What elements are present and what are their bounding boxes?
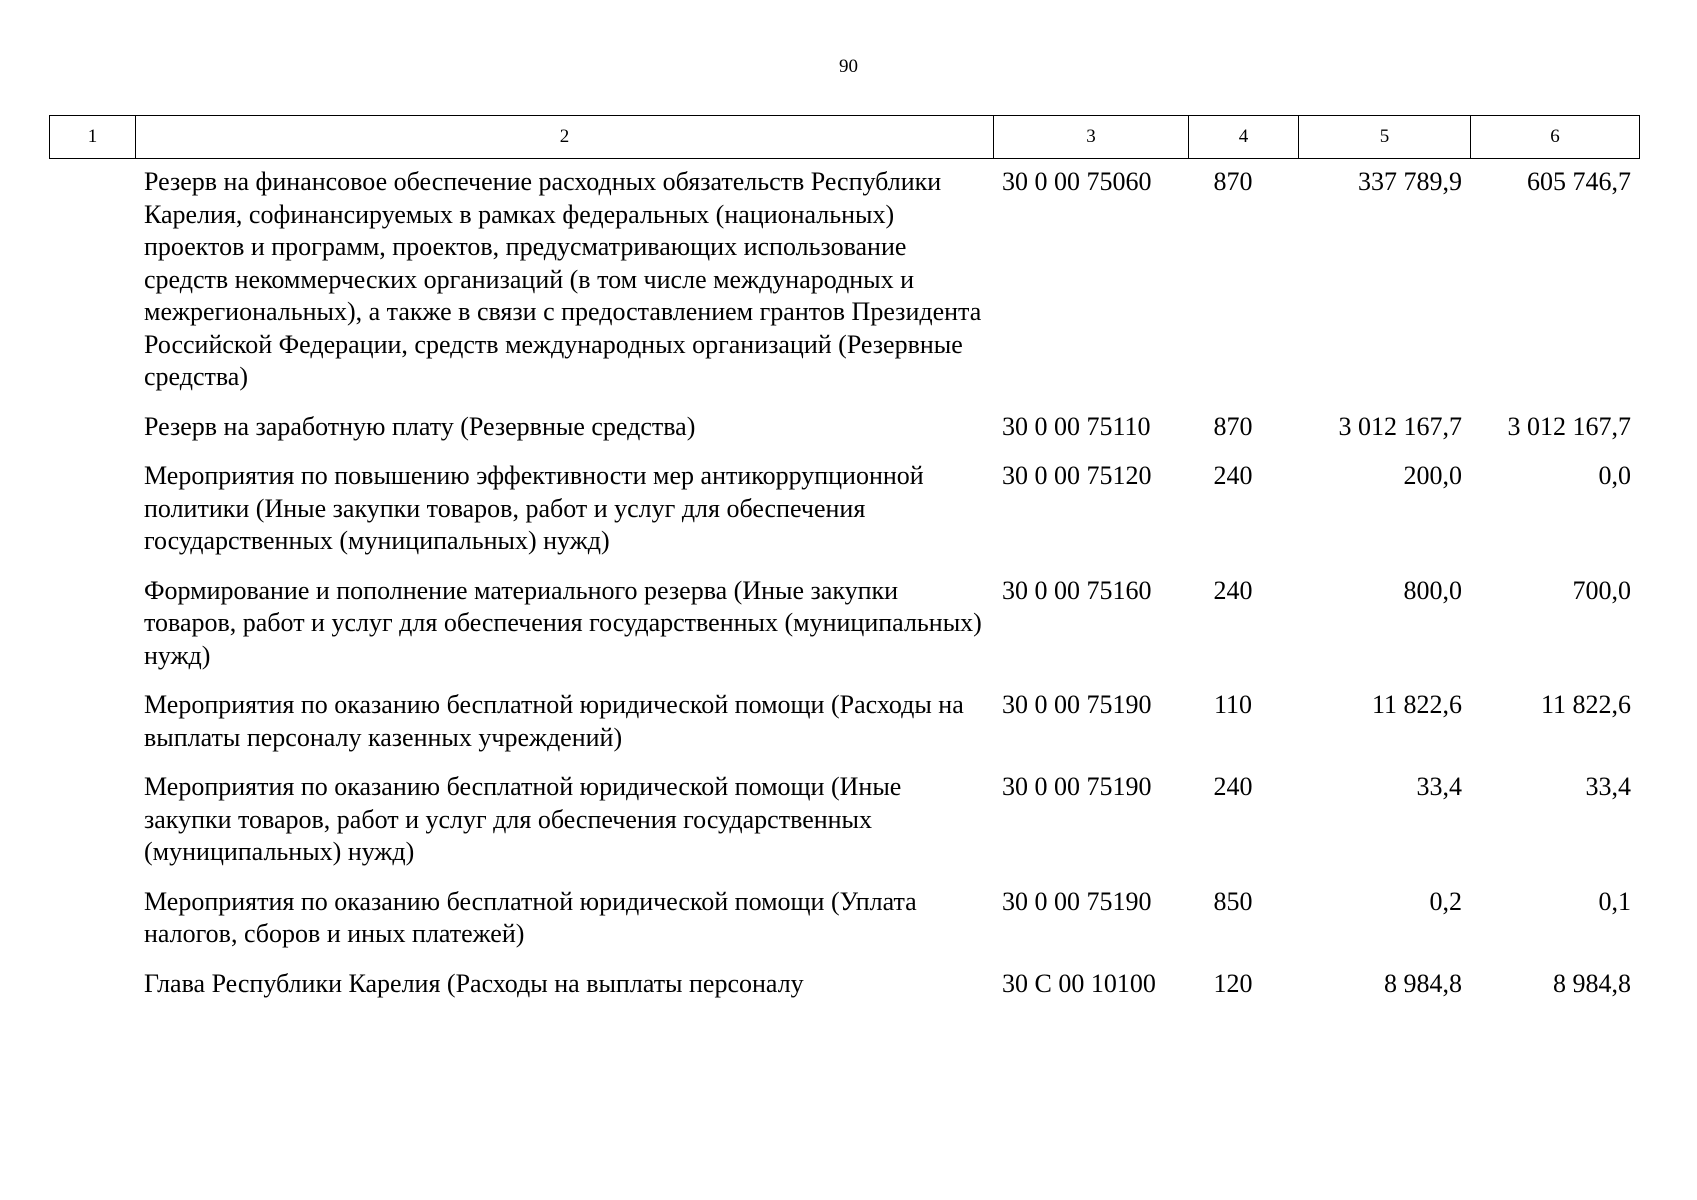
row-expense-type: 240 xyxy=(1213,772,1253,801)
row-number-cell xyxy=(49,569,135,684)
table-header xyxy=(49,115,1640,159)
row-target-code: 30 0 00 75190 xyxy=(1002,886,1152,916)
row-expense-type: 870 xyxy=(1213,411,1253,441)
row-name: Формирование и пополнение материального резерва (Иные закупки товаров, работ и услуг для обеспечения государственных (муниципальных) нужд) xyxy=(144,575,982,670)
row-name: Резерв на заработную плату (Резервные средства) xyxy=(144,411,696,441)
row-number-cell xyxy=(49,765,135,880)
row-expense-type: 240 xyxy=(1213,461,1253,490)
row-number-cell xyxy=(49,880,135,962)
row-sum-1: 33,4 xyxy=(1416,772,1462,801)
header-col-1: 1 xyxy=(50,116,136,159)
row-name: Мероприятия по оказанию бесплатной юридической помощи (Расходы на выплаты персоналу казенных учреждений) xyxy=(144,690,964,752)
row-sum-2: 3 012 167,7 xyxy=(1507,411,1631,441)
row-name: Мероприятия по оказанию бесплатной юридической помощи (Уплата налогов, сборов и иных платежей) xyxy=(144,886,917,948)
header-col-4: 4 xyxy=(1189,116,1299,159)
header-row xyxy=(50,116,1640,159)
row-sum-1: 8 984,8 xyxy=(1384,968,1462,998)
header-col-3: 3 xyxy=(994,116,1189,159)
row-name: Мероприятия по оказанию бесплатной юридической помощи (Иные закупки товаров, работ и услуг для обеспечения государственных (муниципальных) нужд) xyxy=(144,772,902,866)
row-number-cell xyxy=(49,962,135,1012)
row-target-code: 30 0 00 75120 xyxy=(1002,461,1152,490)
row-target-code: 30 0 00 75190 xyxy=(1002,772,1152,801)
row-sum-2: 11 822,6 xyxy=(1540,690,1631,719)
row-sum-1: 11 822,6 xyxy=(1371,690,1462,719)
row-target-code: 30 0 00 75060 xyxy=(1002,167,1152,196)
row-number-cell xyxy=(49,160,135,405)
row-sum-2: 8 984,8 xyxy=(1553,968,1631,998)
row-name: Мероприятия по повышению эффективности мер антикоррупционной политики (Иные закупки товаров, работ и услуг для обеспечения государственных (муниципальных) нужд) xyxy=(144,461,924,555)
row-sum-2: 0,0 xyxy=(1598,461,1631,490)
row-sum-1: 3 012 167,7 xyxy=(1338,411,1462,441)
row-number-cell xyxy=(49,454,135,569)
table-row xyxy=(49,454,1639,569)
row-target-code: 30 0 00 75190 xyxy=(1002,690,1152,719)
header-col-5: 5 xyxy=(1299,116,1471,159)
table-row xyxy=(49,683,1639,765)
row-target-code: 30 0 00 75110 xyxy=(1002,411,1151,441)
header-col-2: 2 xyxy=(136,116,994,159)
table-row xyxy=(49,880,1639,962)
row-number-cell xyxy=(49,405,135,455)
row-sum-2: 0,1 xyxy=(1598,886,1631,916)
row-expense-type: 240 xyxy=(1213,575,1253,605)
header-col-6: 6 xyxy=(1471,116,1640,159)
page-number: 90 xyxy=(839,56,858,77)
row-sum-2: 700,0 xyxy=(1572,575,1631,605)
row-sum-1: 200,0 xyxy=(1403,461,1462,490)
table-row xyxy=(49,569,1639,684)
row-sum-2: 33,4 xyxy=(1585,772,1631,801)
table-row xyxy=(49,962,1639,1012)
row-sum-1: 0,2 xyxy=(1429,886,1462,916)
row-sum-2: 605 746,7 xyxy=(1527,167,1631,196)
table-row xyxy=(49,405,1639,455)
row-expense-type: 110 xyxy=(1213,690,1253,719)
row-expense-type: 870 xyxy=(1213,167,1253,196)
row-number-cell xyxy=(49,683,135,765)
row-expense-type: 120 xyxy=(1213,968,1253,998)
row-name: Глава Республики Карелия (Расходы на выплаты персоналу xyxy=(144,968,804,998)
row-target-code: 30 0 00 75160 xyxy=(1002,575,1152,605)
row-target-code: 30 С 00 10100 xyxy=(1002,968,1156,998)
row-name: Резерв на финансовое обеспечение расходных обязательств Республики Карелия, софинансируемых в рамках федеральных (национальных) проектов и программ, проектов, предусматривающих использование средств некоммерческих организаций (в том числе международных и межрегиональных), а также в связи с предоставлением грантов Президента Российской Федерации, средств международных организаций (Резервные средства) xyxy=(144,167,982,391)
row-sum-1: 337 789,9 xyxy=(1358,167,1462,196)
table-row xyxy=(49,160,1639,405)
row-expense-type: 850 xyxy=(1213,886,1253,916)
row-sum-1: 800,0 xyxy=(1403,575,1462,605)
budget-table xyxy=(49,160,1639,1011)
table-row xyxy=(49,765,1639,880)
